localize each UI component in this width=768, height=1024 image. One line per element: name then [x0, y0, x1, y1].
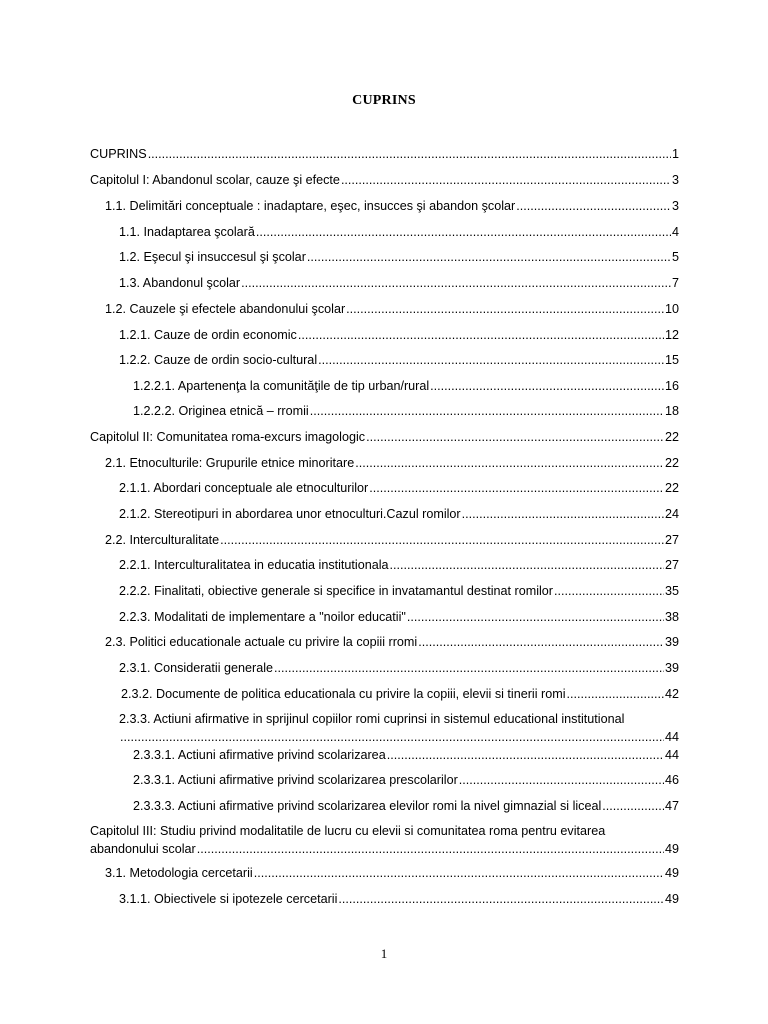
toc-leader-dots	[390, 558, 664, 572]
toc-entry-label: Capitolul I: Abandonul scolar, cauze şi efecte	[90, 173, 340, 187]
toc-entry-page: 4	[671, 225, 679, 239]
toc-leader-dots	[254, 866, 664, 880]
toc-leader-dots	[459, 773, 664, 787]
toc-leader-dots	[120, 730, 664, 744]
toc-entry-page: 44	[664, 748, 679, 762]
toc-entry-label: 2.3. Politici educationale actuale cu privire la copiii rromi	[105, 635, 418, 649]
toc-entry-label: 2.3.1. Consideratii generale	[119, 661, 274, 675]
toc-entry-2-3-3-3[interactable]	[133, 799, 679, 813]
toc-leader-dots	[369, 481, 664, 495]
toc-leader-dots	[318, 353, 664, 367]
toc-entry-1-1-sub[interactable]	[119, 225, 679, 239]
toc-entry-page: 5	[671, 250, 679, 264]
toc-entry-label: 1.1. Delimitări conceptuale : inadaptare, eşec, insucces şi abandon şcolar	[105, 199, 516, 213]
toc-entry-chapter-1[interactable]	[90, 173, 679, 187]
toc-entry-page: 16	[664, 379, 679, 393]
toc-entry-label: 2.1. Etnoculturile: Grupurile etnice minoritare	[105, 456, 355, 470]
toc-entry-label: 2.2.3. Modalitati de implementare a "noilor educatii"	[119, 610, 406, 624]
page-number: 1	[380, 946, 388, 961]
toc-entry-label: 1.2.2.2. Originea etnică – rromii	[133, 404, 309, 418]
toc-entry-label: 2.3.3.1. Actiuni afirmative privind scolarizarea prescolarilor	[133, 773, 458, 787]
toc-entry-label: 1.2. Cauzele şi efectele abandonului şcolar	[105, 302, 346, 316]
toc-entry-2-1-2[interactable]	[119, 507, 679, 521]
toc-entry-1-2-2-1[interactable]	[133, 379, 679, 393]
toc-entry-page: 7	[671, 276, 679, 290]
toc-entry-label: 2.3.2. Documente de politica educationala cu privire la copiii, elevii si tinerii romi	[121, 687, 566, 701]
toc-entry-page: 38	[664, 610, 679, 624]
toc-entry-label-continued: abandonului scolar	[90, 842, 196, 856]
toc-entry-label: 3.1.1. Obiectivele si ipotezele cercetarii	[119, 892, 338, 906]
toc-entry-1-2-2-2[interactable]	[133, 404, 679, 418]
toc-leader-dots	[346, 302, 664, 316]
toc-entry-cuprins[interactable]	[90, 147, 679, 161]
toc-entry-label: Capitolul III: Studiu privind modalitatile de lucru cu elevii si comunitatea roma pentru evitarea	[90, 824, 606, 838]
toc-entry-2-3-3[interactable]	[119, 712, 679, 744]
toc-entry-page: 39	[664, 661, 679, 675]
toc-leader-dots	[462, 507, 664, 521]
toc-leader-dots	[256, 225, 671, 239]
toc-leader-dots	[310, 404, 664, 418]
toc-entry-3-1[interactable]	[105, 866, 679, 880]
toc-entry-page: 22	[664, 481, 679, 495]
toc-leader-dots	[387, 748, 664, 762]
toc-entry-label: 2.3.3.3. Actiuni afirmative privind scolarizarea elevilor romi la nivel gimnazial si liceal	[133, 799, 602, 813]
toc-entry-1-3-sub[interactable]	[119, 276, 679, 290]
toc-entry-label: 2.2.2. Finalitati, obiective generale si specifice in invatamantul destinat romilor	[119, 584, 554, 598]
toc-entry-page: 24	[664, 507, 679, 521]
toc-entry-2-3-3-1[interactable]	[133, 748, 679, 762]
toc-entry-1-2-sub[interactable]	[119, 250, 679, 264]
toc-leader-dots	[341, 173, 671, 187]
toc-entry-2-3-2[interactable]	[121, 687, 679, 701]
toc-entry-label: 1.2.1. Cauze de ordin economic	[119, 328, 297, 342]
toc-leader-dots	[567, 687, 664, 701]
toc-leader-dots	[338, 892, 664, 906]
toc-entry-2-3-3-1b[interactable]	[133, 773, 679, 787]
toc-entry-2-2-3[interactable]	[119, 610, 679, 624]
toc-leader-dots	[366, 430, 664, 444]
toc-entry-2-2-1[interactable]	[119, 558, 679, 572]
toc-entry-page: 12	[664, 328, 679, 342]
toc-entry-page: 18	[664, 404, 679, 418]
toc-entry-label: Capitolul II: Comunitatea roma-excurs imagologic	[90, 430, 366, 444]
toc-entry-1-2-2[interactable]	[119, 353, 679, 367]
toc-entry-label: 1.3. Abandonul şcolar	[119, 276, 241, 290]
toc-entry-page: 46	[664, 773, 679, 787]
toc-entry-label: 1.2.2. Cauze de ordin socio-cultural	[119, 353, 318, 367]
toc-entry-page: 22	[664, 456, 679, 470]
toc-leader-dots	[241, 276, 671, 290]
page-title: CUPRINS	[352, 93, 416, 108]
toc-entry-chapter-2[interactable]	[90, 430, 679, 444]
toc-entry-label: 3.1. Metodologia cercetarii	[105, 866, 253, 880]
toc-entry-2-3-1[interactable]	[119, 661, 679, 675]
toc-entry-label: 1.1. Inadaptarea şcolară	[119, 225, 255, 239]
toc-entry-page: 1	[671, 147, 679, 161]
toc-entry-1-1[interactable]	[105, 199, 679, 213]
toc-entry-label: 2.1.1. Abordari conceptuale ale etnoculturilor	[119, 481, 369, 495]
toc-entry-2-3[interactable]	[105, 635, 679, 649]
toc-entry-label: 1.2. Eşecul şi insuccesul şi şcolar	[119, 250, 306, 264]
toc-entry-2-1-1[interactable]	[119, 481, 679, 495]
toc-entry-label: 1.2.2.1. Apartenenţa la comunităţile de tip urban/rural	[133, 379, 430, 393]
toc-entry-page: 39	[664, 635, 679, 649]
toc-entry-page: 27	[664, 533, 679, 547]
toc-leader-dots	[307, 250, 671, 264]
toc-entry-page: 27	[664, 558, 679, 572]
toc-entry-label: 2.2.1. Interculturalitatea in educatia institutionala	[119, 558, 389, 572]
toc-entry-page: 42	[664, 687, 679, 701]
toc-leader-dots	[197, 842, 664, 856]
toc-entry-label: CUPRINS	[90, 147, 147, 161]
toc-entry-label: 2.3.3. Actiuni afirmative in sprijinul copiilor romi cuprinsi in sistemul educational institutional	[119, 712, 625, 726]
toc-entry-page: 10	[664, 302, 679, 316]
toc-entry-page: 3	[671, 199, 679, 213]
toc-leader-dots	[407, 610, 664, 624]
toc-leader-dots	[430, 379, 664, 393]
toc-leader-dots	[220, 533, 664, 547]
toc-entry-page: 49	[664, 892, 679, 906]
toc-entry-1-2[interactable]	[105, 302, 679, 316]
toc-entry-page: 3	[671, 173, 679, 187]
toc-entry-2-2-2[interactable]	[119, 584, 679, 598]
toc-leader-dots	[602, 799, 664, 813]
toc-leader-dots	[298, 328, 664, 342]
toc-entry-page: 47	[664, 799, 679, 813]
toc-leader-dots	[355, 456, 664, 470]
toc-entry-3-1-1[interactable]	[119, 892, 679, 906]
toc-entry-page: 49	[664, 842, 679, 856]
toc-leader-dots	[148, 147, 671, 161]
toc-leader-dots	[274, 661, 664, 675]
toc-entry-2-1[interactable]	[105, 456, 679, 470]
toc-entry-page: 15	[664, 353, 679, 367]
toc-entry-page: 44	[664, 730, 679, 744]
toc-entry-label: 2.3.3.1. Actiuni afirmative privind scolarizarea	[133, 748, 386, 762]
toc-entry-label: 2.2. Interculturalitate	[105, 533, 220, 547]
toc-leader-dots	[516, 199, 671, 213]
toc-entry-label: 2.1.2. Stereotipuri in abordarea unor etnoculturi.Cazul romilor	[119, 507, 461, 521]
toc-entry-chapter-3[interactable]	[90, 824, 679, 856]
toc-leader-dots	[554, 584, 664, 598]
toc-leader-dots	[418, 635, 664, 649]
toc-entry-1-2-1[interactable]	[119, 328, 679, 342]
toc-entry-page: 22	[664, 430, 679, 444]
toc-entry-page: 35	[664, 584, 679, 598]
toc-entry-2-2[interactable]	[105, 533, 679, 547]
toc-entry-page: 49	[664, 866, 679, 880]
